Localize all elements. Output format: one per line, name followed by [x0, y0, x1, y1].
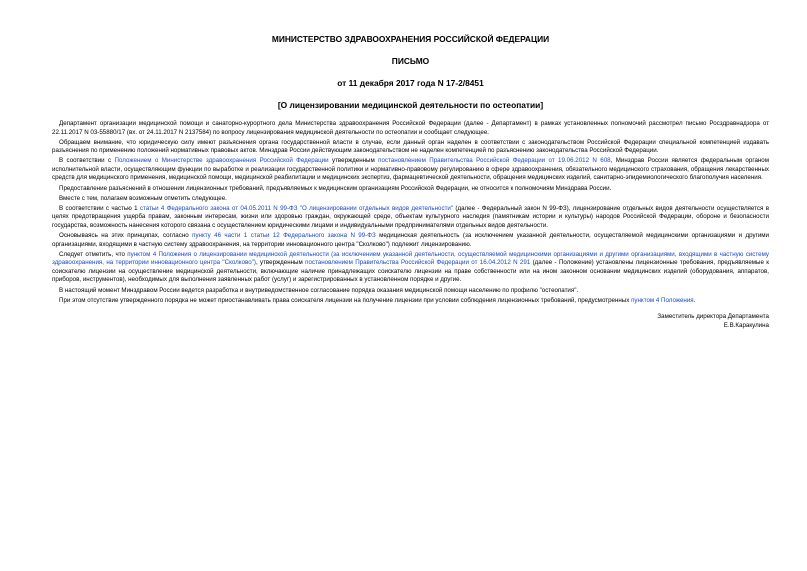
paragraph-10 [52, 297, 769, 306]
paragraph-3 [52, 157, 769, 183]
paragraph-text: Следует отметить, что [59, 250, 128, 258]
paragraph-text: В соответствии с [59, 157, 115, 165]
paragraph-text: В соответствии с частью 1 [59, 204, 140, 212]
document-body [52, 120, 769, 305]
paragraph-9 [52, 287, 769, 296]
paragraph-text: (далее - Положение) установлены лицензионные требования, предъявляемые к соискателю лицензии на осуществление медицинской деятельности, включающие наличие принадлежащих соискателю лицензии на праве собственности или на ином законном основании медицинских изделий (оборудования, аппаратов, приборов, инструментов), необходимых для выполнения заявленных работ (услуг) и зарегистрированных в установленном порядке и другие. [52, 259, 769, 284]
paragraph-1 [52, 120, 769, 137]
signatory-name: Е.В.Каракулина [723, 321, 769, 329]
paragraph-text: Вместе с тем, полагаем возможным отметить следующее. [59, 194, 227, 202]
ministry-title: МИНИСТЕРСТВО ЗДРАВООХРАНЕНИЯ РОССИЙСКОЙ ФЕДЕРАЦИИ [271, 34, 550, 44]
paragraph-5 [52, 195, 769, 204]
paragraph-text: , утвержденным [255, 259, 306, 267]
paragraph-text: Департамент организации медицинской помощи и санаторно-курортного дела Министерства здравоохранения Российской Федерации (далее - Департамент) в рамках установленных полномочий рассмотрел письмо Росздравнадзора от 22.11.2017 N 03-55880/17 (вх. от 24.11.2017 N 2137584) по вопросу лицензирования медицинской деятельности по остеопатии и сообщает следующее. [52, 120, 769, 136]
document-type: ПИСЬМО [391, 56, 430, 66]
link-government-decree-608[interactable]: постановлением Правительства Российской Федерации от 19.06.2012 N 608 [378, 157, 611, 165]
paragraph-text: Обращаем внимание, что юридическую силу имеют разъяснения органа государственной власти в случае, если данный орган наделен в соответствии с законодательством Российской Федерации специальной компетенцией издавать разъяснения по применению положений нормативных правовых актов. Минздрав России действующим законодательством не наделен компетенцией по разъяснению законодательства Российской Федерации. [52, 138, 769, 155]
link-government-decree-291[interactable]: постановлением Правительства Российской Федерации от 16.04.2012 N 291 [305, 259, 531, 267]
paragraph-8 [52, 251, 769, 285]
paragraph-7 [52, 232, 769, 249]
signatory-position: Заместитель директора Департамента [657, 313, 769, 321]
document-date-number: от 11 декабря 2017 года N 17-2/8451 [337, 78, 484, 88]
paragraph-4 [52, 185, 769, 194]
document-page [52, 34, 769, 554]
paragraph-text: . [693, 296, 696, 304]
document-subject: [О лицензировании медицинской деятельности по остеопатии] [277, 100, 544, 110]
link-licensing-regulation-clause-4[interactable]: пунктом 4 Положения о лицензировании медицинской деятельности (за исключением указанной деятельности, осуществляемой медицинскими организациями и другими организациями, входящими в частную систему здравоохранения, на территории инновационного центра "Сколково") [52, 250, 770, 267]
paragraph-2 [52, 139, 769, 156]
link-regulation-clause-4[interactable]: пунктом 4 Положения [631, 296, 694, 304]
link-federal-law-99fz-article-12[interactable]: пункту 46 части 1 статьи 12 Федерального закона N 99-ФЗ [192, 232, 376, 240]
link-federal-law-99fz-article-4[interactable]: статьи 4 Федерального закона от 04.05.2011 N 99-ФЗ "О лицензировании отдельных видов деятельности" [139, 204, 454, 212]
paragraph-text: В настоящий момент Минздравом России ведется разработка и внутриведомственное согласование порядка оказания медицинской помощи населению по профилю "остеопатия". [59, 286, 579, 294]
paragraph-text: Основываясь на этих принципах, согласно [59, 232, 193, 240]
paragraph-text: медицинская деятельность (за исключением указанной деятельности, осуществляемой медицинскими организациями и другими организациями, входящими в частную систему здравоохранения, на территории инновационного центра "Сколково") подлежит лицензированию. [52, 232, 770, 248]
paragraph-text: Предоставление разъяснений в отношении лицензионных требований, предъявляемых к медицинским организациям Российской Федерации, не относится к полномочиям Минздрава России. [59, 184, 612, 192]
paragraph-text: утвержденным [328, 157, 379, 165]
paragraph-text: При этом отсутствие утвержденного порядка не может приостанавливать права соискателя лицензии на получение лицензии при условии соблюдения лицензионных требований, предусмотренных [59, 296, 632, 304]
link-ministry-regulation[interactable]: Положением о Министерстве здравоохранения Российской Федерации [114, 157, 329, 165]
paragraph-text: , Минздрав России является федеральным органом исполнительной власти, осуществляющим функции по выработке и реализации государственной политики и нормативно-правовому регулированию в сфере здравоохранения, обязательного медицинского страхования, обращения лекарственных средств для медицинского применения, медицинской помощи, медицинской реабилитации и медицинских экспертиз, фармацевтической деятельности, обращения медицинских изделий, санитарно-эпидемиологического благополучия населения. [52, 157, 769, 182]
paragraph-6 [52, 205, 769, 231]
paragraph-text: (далее - Федеральный закон N 99-ФЗ), лицензирование отдельных видов деятельности осуществляется в целях предотвращения ущерба правам, законным интересам, жизни или здоровью граждан, окружающей среде, объектам культурного наследия (памятникам истории и культуры) народов Российской Федерации, обороне и безопасности государства, возможность нанесения которого связана с осуществлением юридическими лицами и индивидуальными предпринимателями отдельных видов деятельности. [52, 204, 769, 229]
signature-block [52, 313, 769, 330]
